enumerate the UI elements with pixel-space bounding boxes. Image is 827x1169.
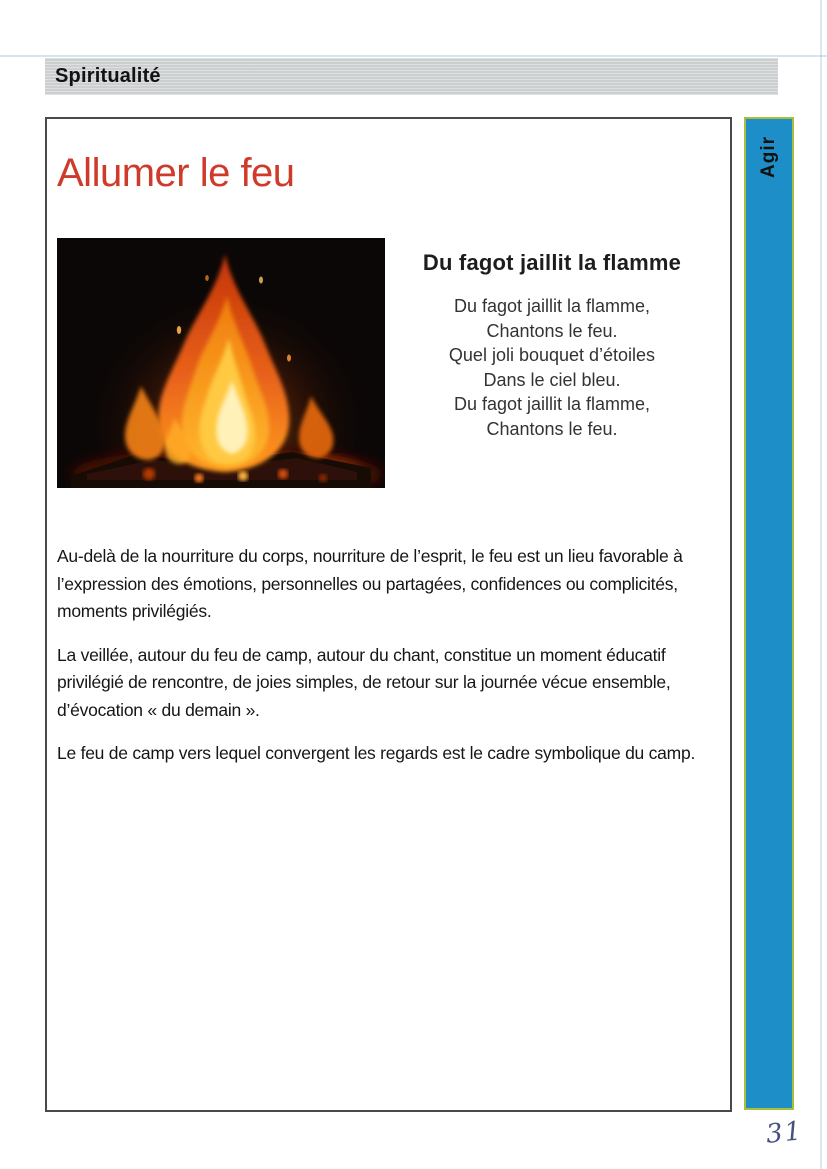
song-line: Du fagot jaillit la flamme, <box>453 394 651 414</box>
campfire-illustration <box>57 238 385 488</box>
article-body <box>57 543 725 784</box>
song-line: Chantons le feu. <box>486 418 618 439</box>
handwritten-page-number: 31 <box>764 1116 805 1150</box>
body-paragraph: Au-delà de la nourriture du corps, nourriture de l’esprit, le feu est un lieu favorable à l’expression des émotions, personnelles ou partagées, confidences ou complicités, moments privilégiés. <box>57 546 683 621</box>
song-line: Dans le ciel bleu. <box>483 369 621 390</box>
side-tab-label-wrap <box>746 125 792 189</box>
body-paragraph: La veillée, autour du feu de camp, autour du chant, constitue un moment éducatif privilégié de rencontre, de joies simples, de retour sur la journée vécue ensemble, d’évocation « du demain ». <box>57 644 671 720</box>
side-tab-label: Agir <box>758 136 779 178</box>
section-header-band <box>45 58 778 95</box>
article-title: Allumer le feu <box>57 151 295 195</box>
song-line: Quel joli bouquet d’étoiles <box>448 345 656 365</box>
section-header-label: Spiritualité <box>55 65 161 87</box>
body-paragraph: Le feu de camp vers lequel convergent les regards est le cadre symbolique du camp. <box>57 743 696 763</box>
song-line: Du fagot jaillit la flamme, <box>453 296 651 316</box>
scan-artifact-line-top <box>0 55 827 57</box>
side-tab-agir <box>744 117 794 1110</box>
song-line: Chantons le feu. <box>486 320 618 341</box>
song-block <box>377 250 727 441</box>
song-title: Du fagot jaillit la flamme <box>422 250 682 275</box>
campfire-photo <box>57 238 385 488</box>
scan-artifact-line-right <box>820 0 822 1169</box>
content-frame <box>45 117 732 1112</box>
